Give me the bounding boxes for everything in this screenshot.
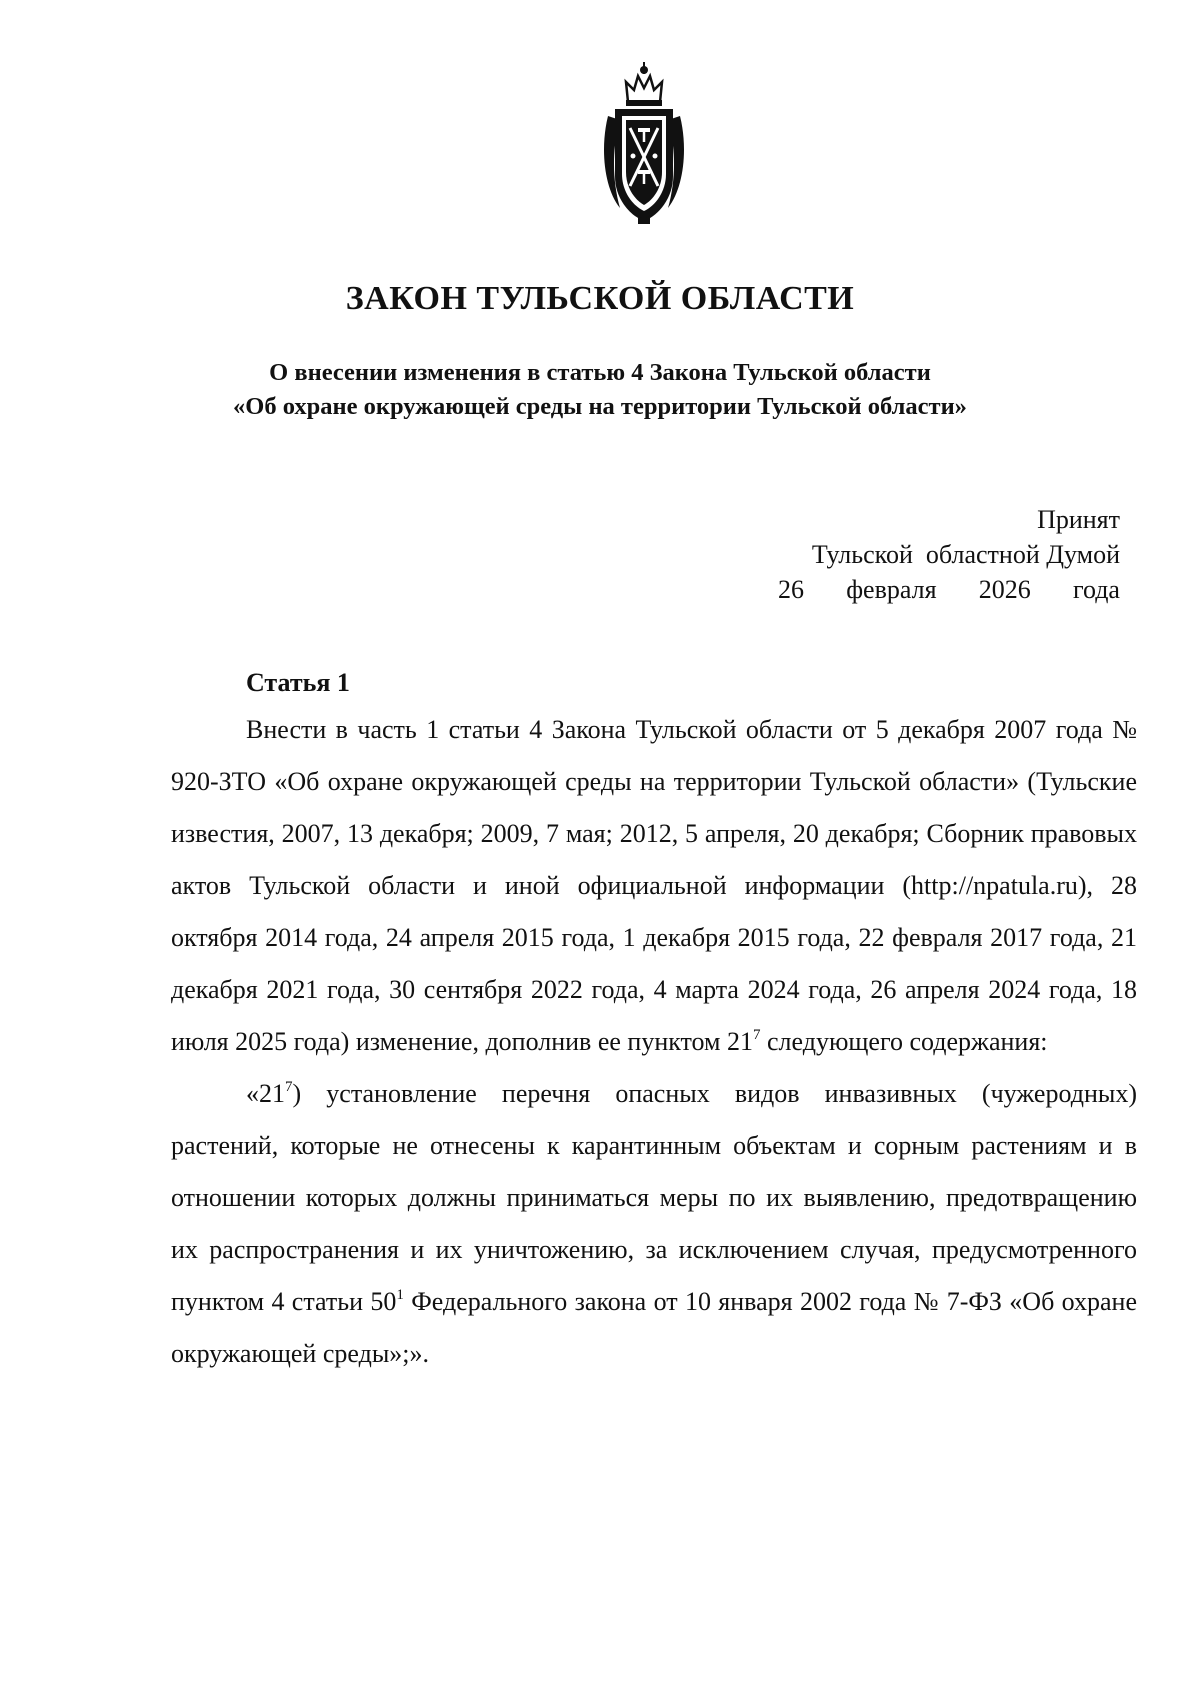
paragraph-1-superscript: 7	[753, 1027, 761, 1043]
adoption-suffix: года	[1072, 575, 1120, 604]
paragraph-2-text: ) установление перечня опасных видов инвазивных (чужеродных) растений, которые не отнесены к карантинным объектам и сорным растениям и в отношении которых должны приниматься меры по их выявлению, предотвращению их распространения и их уничтожению, за исключением случая, предусмотренного пунктом 4 статьи 50	[171, 1079, 1137, 1316]
paragraph-1-text: Внести в часть 1 статьи 4 Закона Тульской области от 5 декабря 2007 года № 920-ЗТО «Об охране окружающей среды на территории Тульской области» (Тульские известия, 2007, 13 декабря; 2009, 7 мая; 2012, 5 апреля, 20 декабря; Сборник правовых актов Тульской области и иной официальной информации (http://npatula.ru), 28 октября 2014 года, 24 апреля 2015 года, 1 декабря 2015 года, 22 февраля 2017 года, 21 декабря 2021 года, 30 сентября 2022 года, 4 марта 2024 года, 26 апреля 2024 года, 18 июля 2025 года) изменение, дополнив ее пунктом 21	[171, 715, 1137, 1056]
tula-coat-of-arms-emblem	[598, 58, 690, 226]
adoption-year: 2026	[978, 575, 1031, 604]
adoption-date	[778, 572, 1120, 607]
adoption-line-2: Тульской областной Думой	[811, 540, 1120, 569]
paragraph-1-ending: следующего содержания:	[760, 1027, 1048, 1056]
paragraph-2-superscript-1: 7	[285, 1079, 293, 1095]
law-title: ЗАКОН ТУЛЬСКОЙ ОБЛАСТИ	[345, 280, 855, 317]
adoption-day: 26	[778, 575, 804, 604]
law-subtitle-line-1: О внесении изменения в статью 4 Закона Тульской области	[269, 359, 931, 386]
coat-of-arms-icon	[598, 58, 690, 226]
paragraph-2-superscript-2: 1	[396, 1287, 404, 1303]
adoption-line-1: Принят	[1037, 505, 1120, 534]
law-subtitle-line-2: «Об охране окружающей среды на территории Тульской области»	[233, 393, 967, 420]
article-heading: Статья 1	[246, 668, 350, 697]
article-body	[171, 704, 1137, 1380]
law-subtitle	[0, 356, 1200, 424]
paragraph-2-ending: Федерального закона от 10 января 2002 года № 7-ФЗ «Об охране окружающей среды»;».	[171, 1287, 1137, 1368]
adoption-block	[778, 502, 1120, 607]
adoption-month: февраля	[846, 575, 937, 604]
article-paragraph-1	[171, 704, 1137, 1068]
article-paragraph-2	[171, 1068, 1137, 1380]
paragraph-2-start: «21	[246, 1079, 285, 1108]
